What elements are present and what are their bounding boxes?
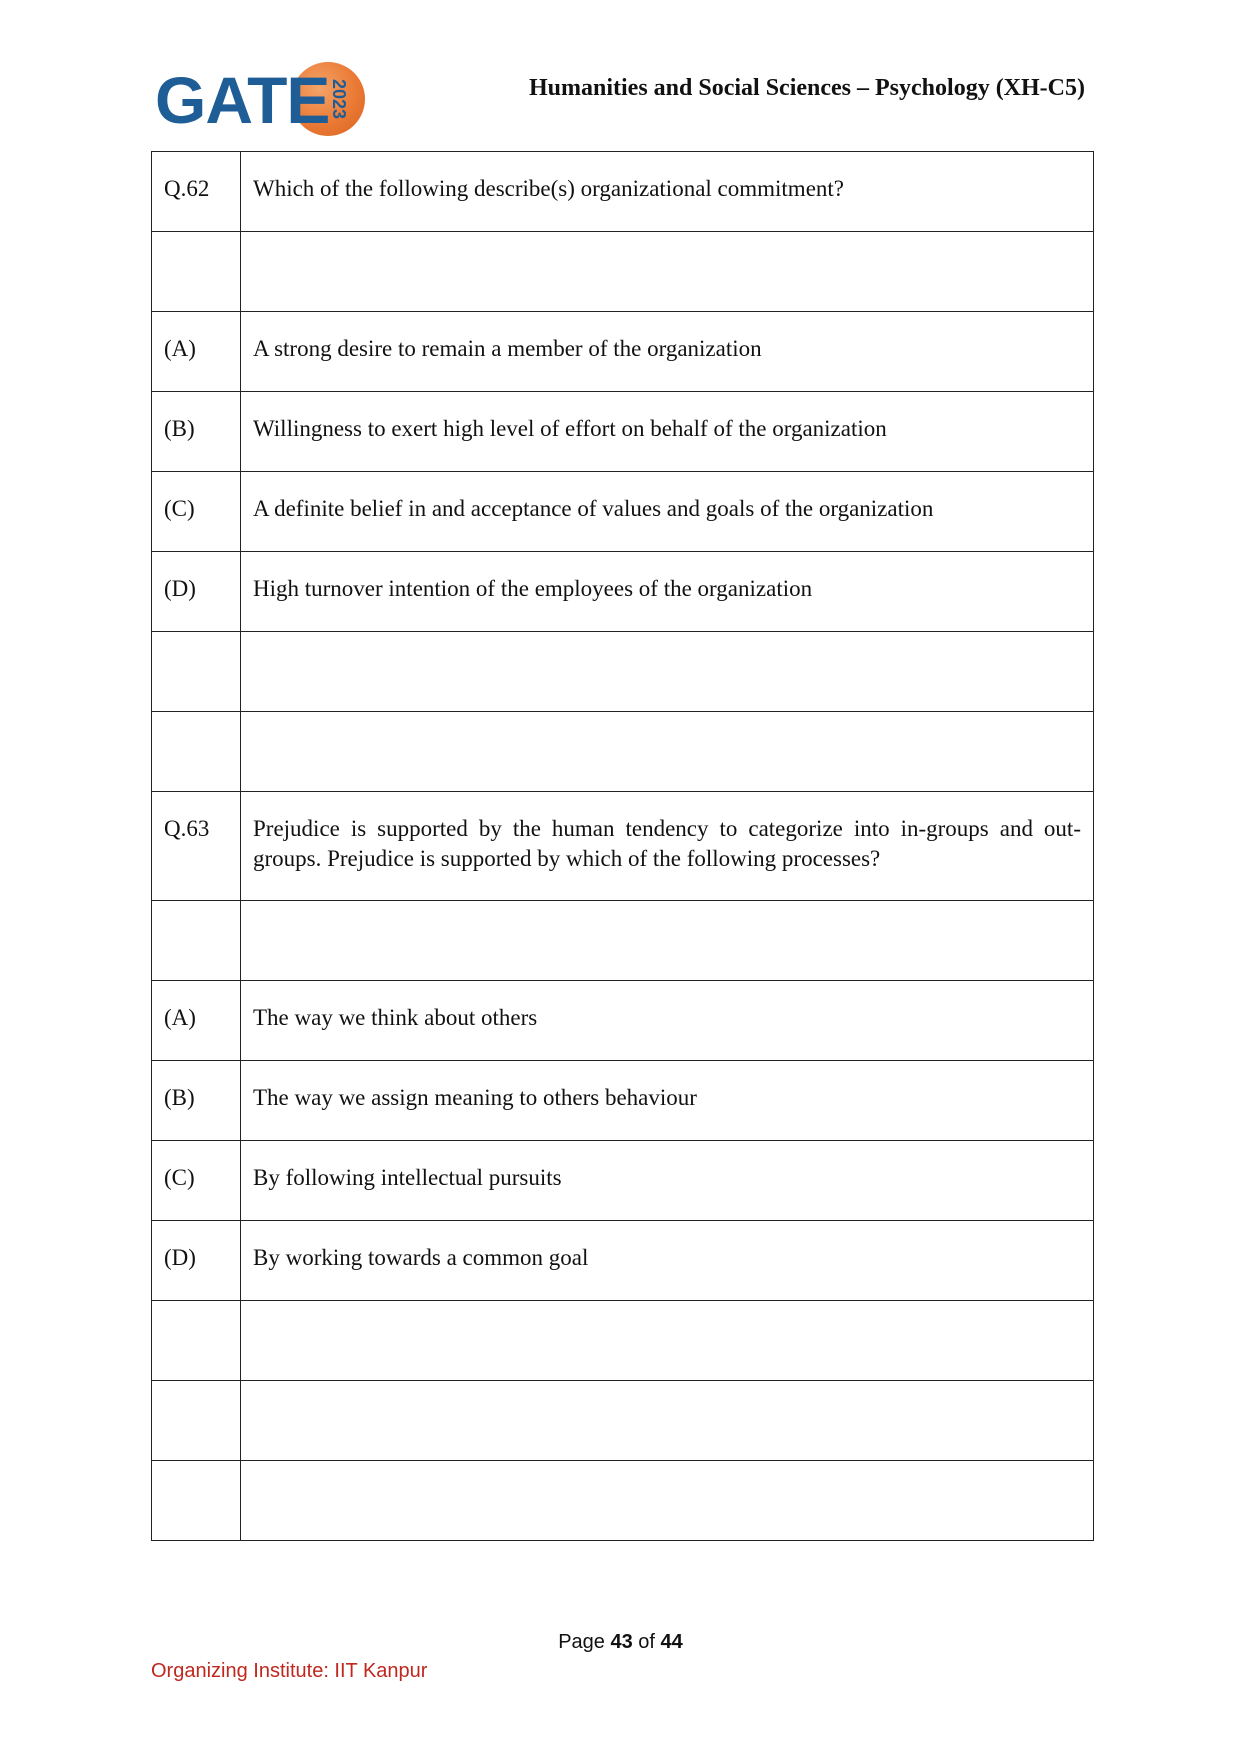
table-row — [152, 392, 1094, 472]
row-number-cell — [152, 1381, 241, 1461]
table-row — [152, 632, 1094, 712]
page-number — [0, 1631, 1241, 1654]
row-number-cell — [152, 901, 241, 981]
question-text: Prejudice is supported by the human tendency to categorize into in-groups and out-groups. Prejudice is supported by which of the following processes? — [241, 792, 1094, 901]
row-number-cell — [152, 632, 241, 712]
option-text: Willingness to exert high level of effort on behalf of the organization — [241, 392, 1094, 472]
row-text-cell — [241, 712, 1094, 792]
page-current: 43 — [610, 1631, 633, 1653]
table-row — [152, 1141, 1094, 1221]
table-row — [152, 312, 1094, 392]
row-text-cell — [241, 632, 1094, 712]
organizing-institute: Organizing Institute: IIT Kanpur — [151, 1660, 428, 1682]
table-row — [152, 1381, 1094, 1461]
table-row — [152, 152, 1094, 232]
row-text-cell — [241, 1461, 1094, 1541]
row-number-cell — [152, 1301, 241, 1381]
option-text: The way we think about others — [241, 981, 1094, 1061]
gate-logo — [155, 58, 365, 142]
table-row — [152, 1461, 1094, 1541]
page-header-title: Humanities and Social Sciences – Psychology (XH-C5) — [529, 75, 1085, 101]
option-label: (A) — [152, 981, 241, 1061]
option-label: (D) — [152, 1221, 241, 1301]
table-row — [152, 712, 1094, 792]
page-total: 44 — [660, 1631, 683, 1653]
option-label: (D) — [152, 552, 241, 632]
option-label: (A) — [152, 312, 241, 392]
table-row — [152, 1301, 1094, 1381]
table-row — [152, 552, 1094, 632]
row-text-cell — [241, 232, 1094, 312]
question-table — [151, 151, 1094, 1541]
question-number: Q.63 — [152, 792, 241, 901]
row-number-cell — [152, 1461, 241, 1541]
row-text-cell — [241, 1381, 1094, 1461]
option-text: A strong desire to remain a member of the organization — [241, 312, 1094, 392]
table-row — [152, 901, 1094, 981]
table-row — [152, 792, 1094, 901]
table-row — [152, 232, 1094, 312]
row-number-cell — [152, 232, 241, 312]
row-text-cell — [241, 1301, 1094, 1381]
option-label: (C) — [152, 1141, 241, 1221]
option-text: By following intellectual pursuits — [241, 1141, 1094, 1221]
option-text: High turnover intention of the employees of the organization — [241, 552, 1094, 632]
table-row — [152, 1061, 1094, 1141]
option-label: (B) — [152, 392, 241, 472]
table-row — [152, 472, 1094, 552]
option-label: (C) — [152, 472, 241, 552]
option-label: (B) — [152, 1061, 241, 1141]
page-label: Page — [558, 1631, 605, 1653]
row-text-cell — [241, 901, 1094, 981]
logo-year: 2023 — [329, 78, 349, 120]
table-row — [152, 981, 1094, 1061]
logo-text: GATE — [155, 63, 330, 137]
question-text: Which of the following describe(s) organizational commitment? — [241, 152, 1094, 232]
option-text: By working towards a common goal — [241, 1221, 1094, 1301]
question-number: Q.62 — [152, 152, 241, 232]
option-text: The way we assign meaning to others behaviour — [241, 1061, 1094, 1141]
row-number-cell — [152, 712, 241, 792]
table-row — [152, 1221, 1094, 1301]
page-of: of — [638, 1631, 655, 1653]
option-text: A definite belief in and acceptance of values and goals of the organization — [241, 472, 1094, 552]
